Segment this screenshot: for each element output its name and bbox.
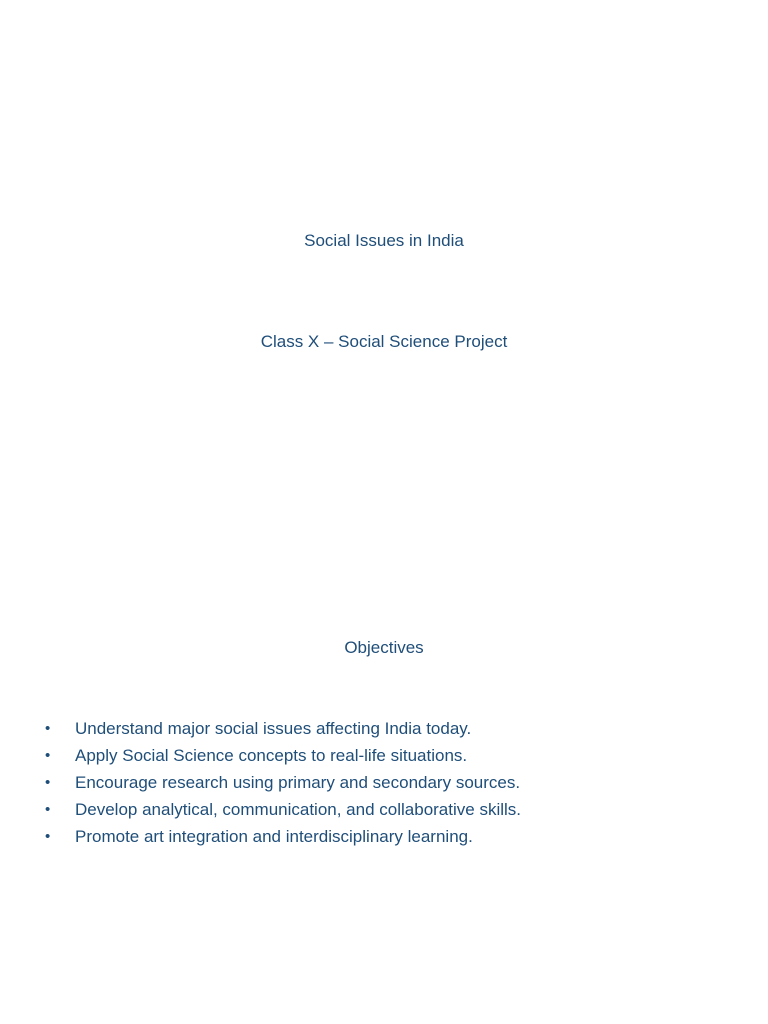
list-item — [42, 742, 732, 769]
list-item — [42, 769, 732, 796]
objectives-heading: Objectives — [344, 638, 424, 657]
list-item-text: Apply Social Science concepts to real-life situations. — [75, 746, 468, 765]
document-title: Social Issues in India — [304, 231, 464, 250]
list-item — [42, 796, 732, 823]
list-item-text: Understand major social issues affecting India today. — [75, 719, 472, 738]
bullet-icon: • — [45, 774, 51, 791]
bullet-icon: • — [45, 720, 51, 737]
list-item-text: Encourage research using primary and secondary sources. — [75, 773, 521, 792]
bullet-icon: • — [45, 801, 51, 818]
list-item-text: Develop analytical, communication, and collaborative skills. — [75, 800, 521, 819]
list-item — [42, 823, 732, 850]
list-item — [42, 715, 732, 742]
bullet-icon: • — [45, 747, 51, 764]
objectives-list — [42, 715, 732, 850]
list-item-text: Promote art integration and interdisciplinary learning. — [75, 827, 473, 846]
bullet-icon: • — [45, 828, 51, 845]
document-subtitle: Class X – Social Science Project — [260, 332, 508, 351]
